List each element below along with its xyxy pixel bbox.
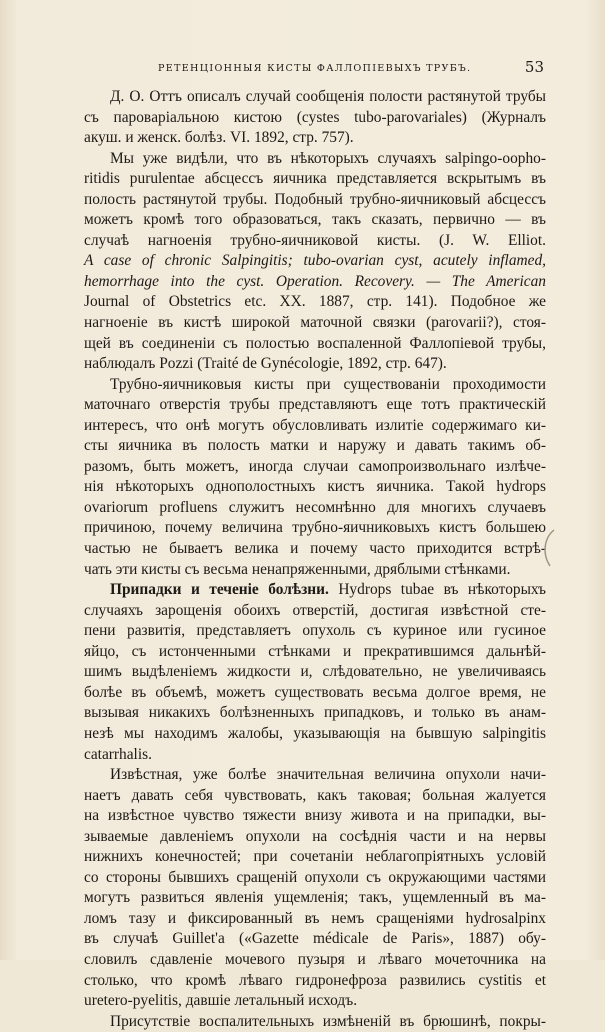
text-line: интересъ, что онѣ могутъ обусловливать излитіе содержимаго ки- [84,416,546,434]
text-line: сты яичника въ полость матки и наружу и давать такимъ об- [84,437,546,455]
text-line: разомъ, быть можетъ, иногда случаи самопроизвольнаго излѣче- [84,457,546,475]
paragraph-ott [84,87,546,149]
text-line: незѣ мы находимъ жалобы, указывающія на бывшую salpingitis [84,724,546,742]
text-line: наблюдалъ Pozzi (Traité de Gynécologie, 1892, стр. 647). [84,355,447,373]
text-line: съ паровaріальною кистою (cystes tubo-parovariales) (Журналъ [84,108,546,126]
text-line: ureterо-pyelitis, давшіе летальный исходъ. [84,992,358,1010]
paragraph-size [84,765,546,1012]
paragraph-tubo-ovarian [84,375,546,580]
text-line: словилъ сдавленіе мочевого пузыря и лѣваго мочеточника на [84,950,546,968]
text-line: чать эти кисты съ весьма ненапряженными, дряблыми стѣнками. [84,560,511,578]
text-line: причиною, почему величина трубно-яичниковыхъ кистъ большею [84,519,546,537]
text-line: Д. О. Оттъ описалъ случай сообщенія полости растянутой трубы [110,88,546,105]
text-line-italic: A case of chronic Salpingitis; tubo-ovarian cyst, acutely inflamed, [84,252,546,270]
text-line: шимъ выдѣленіемъ жидкости и, слѣдовательно, не увеличиваясь [84,663,546,681]
text-line: на извѣстное чувство тяжести внизу живота и на припадки, вы- [84,807,546,825]
text-line: нагноеніе въ кистѣ широкой маточной связки (parovarii?), стоя- [84,314,546,332]
text-line: случаѣ нагноенія трубно-яичниковой кисты. (J. W. Elliot. [84,231,546,249]
text-line: нія нѣкоторыхъ однополостныхъ кистъ яичника. Такой hydrops [84,478,546,496]
text-line: ovariorum profluens служитъ несомнѣнно для многихъ случаевъ [84,498,546,516]
body-text [84,87,546,1032]
text-line: со стороны бывшихъ сращеній опухоли съ окружающими частями [84,868,546,886]
text-line-section-heading: Припадки и теченіе болѣзни. Hydrops tubae въ нѣкоторыхъ [110,581,546,599]
text-line: ritidis purulentae абсцессъ яичника представляется вскрытымъ въ [84,170,546,188]
text-line: нижнихъ конечностей; при сочетаніи неблагопріятныхъ условій [84,848,546,866]
text-line: пени развитія, представляетъ опухоль съ куриное или гусиное [84,622,546,640]
text-line: Извѣстная, уже болѣе значительная величина опухоли начи- [110,766,546,784]
text-line: catarrhalis. [84,745,152,763]
running-head: РЕТЕНЦIОННЫЯ КИСТЫ ФАЛЛОПIЕВЫХЪ ТРУБЪ. [158,63,472,74]
text-line: Journal of Obstetrics etc. XX. 1887, стр. 141). Подобное же [84,293,546,311]
text-line: зываемые давленіемъ опухоли на сосѣднія части и на нервы [84,827,546,845]
paragraph-inflammation [84,1012,546,1032]
page-number: 53 [524,58,544,76]
text-line: въ случаѣ Guillet'a («Gazette médicale de Paris», 1887) обу- [84,930,546,948]
section-heading: Припадки и теченіе болѣзни. [110,581,329,599]
text-line: случаяхъ зарощенія обоихъ отверстій, достигая извѣстной сте- [84,601,546,619]
text-line: полость растянутой трубы. Подобный трубно-яичниковый абсцессъ [84,190,546,208]
text-line: можетъ кромѣ того образоваться, такъ сказать, первично — въ [84,211,546,229]
paragraph-abscess [84,149,546,375]
text-line: частью не бываетъ велика и почему часто приходится встрѣ- [84,540,546,558]
text-line: маточнаго отверстія трубы представляютъ еще тотъ практическій [84,396,546,414]
text-line: Мы уже видѣли, что въ нѣкоторыхъ случаяхъ salpingo-oophо- [110,149,546,167]
text-line: могутъ развиться явленія ущемленія; такъ, ущемленный въ ма- [84,889,546,907]
text-line: наетъ давать себя чувствовать, какъ таковая; больная жалуется [84,786,546,804]
text-line: акуш. и женск. болѣз. VI. 1892, стр. 757). [84,129,354,147]
paragraph-symptoms [84,580,546,765]
text-line: столько, что кромѣ лѣваго гидронефроза развились cystitis et [84,971,546,989]
text-line: ломъ тазу и фиксированный въ немъ сращеніями hydrosalpinx [84,909,546,927]
text-line: вызывая никакихъ болѣзненныхъ припадковъ, и только въ анам- [84,704,546,722]
text-line: щей въ соединеніи съ полостью воспаленной Фаллопіевой трубы, [84,334,546,352]
text-line: Присутствіе воспалительныхъ измѣненій въ брюшинѣ, покры- [110,1012,546,1030]
text-line-italic: hemorrhage into the cyst. Operation. Recovery. — The American [84,272,546,290]
text-line: яйцо, съ истонченными стѣнками и прекратившимся дальнѣй- [84,642,546,660]
text-line: Трубно-яичниковыя кисты при существованіи проходимости [110,375,546,393]
page-header [84,58,544,78]
text-line: болѣе въ объемѣ, можетъ существовать весьма долгое время, не [84,683,546,701]
margin-pencil-mark [540,528,560,568]
